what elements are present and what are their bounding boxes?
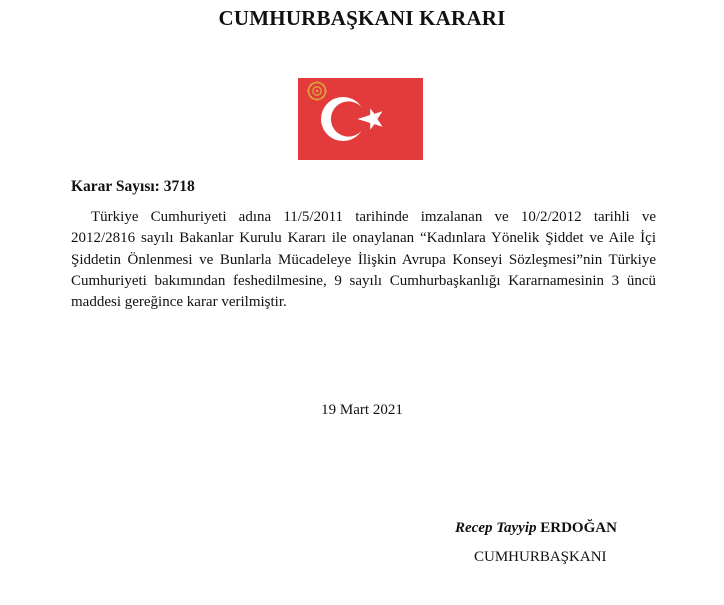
page-title: CUMHURBAŞKANI KARARI bbox=[218, 6, 506, 30]
decision-number: Karar Sayısı: 3718 bbox=[71, 178, 195, 195]
body-line: 2012/2816 sayılı Bakanlar Kurulu Kararı ile onaylanan “Kadınlara Yönelik Şiddet ve Aile İçi bbox=[71, 230, 656, 247]
flag-graphic bbox=[298, 78, 423, 160]
signer-surname: ERDOĞAN bbox=[540, 520, 617, 536]
signer-name bbox=[455, 520, 617, 537]
body-line: Türkiye Cumhuriyeti adına 11/5/2011 tarihinde imzalanan ve 10/2/2012 tarihli ve bbox=[91, 209, 656, 225]
signer-given-name: Recep Tayyip bbox=[455, 520, 537, 536]
turkish-flag-icon bbox=[298, 78, 423, 160]
body-line: Şiddetin Önlenmesi ve Bunlarla Mücadeleye İlişkin Avrupa Konseyi Sözleşmesi”nin Türkiye bbox=[71, 251, 656, 268]
body-line: maddesi gereğince karar verilmiştir. bbox=[71, 294, 287, 311]
body-line: Cumhuriyeti bakımından feshedilmesine, 9 sayılı Cumhurbaşkanlığı Kararnamesinin 3 üncü bbox=[71, 272, 656, 289]
signer-title: CUMHURBAŞKANI bbox=[474, 549, 607, 565]
decision-body bbox=[71, 207, 656, 313]
decision-date: 19 Mart 2021 bbox=[321, 402, 403, 418]
